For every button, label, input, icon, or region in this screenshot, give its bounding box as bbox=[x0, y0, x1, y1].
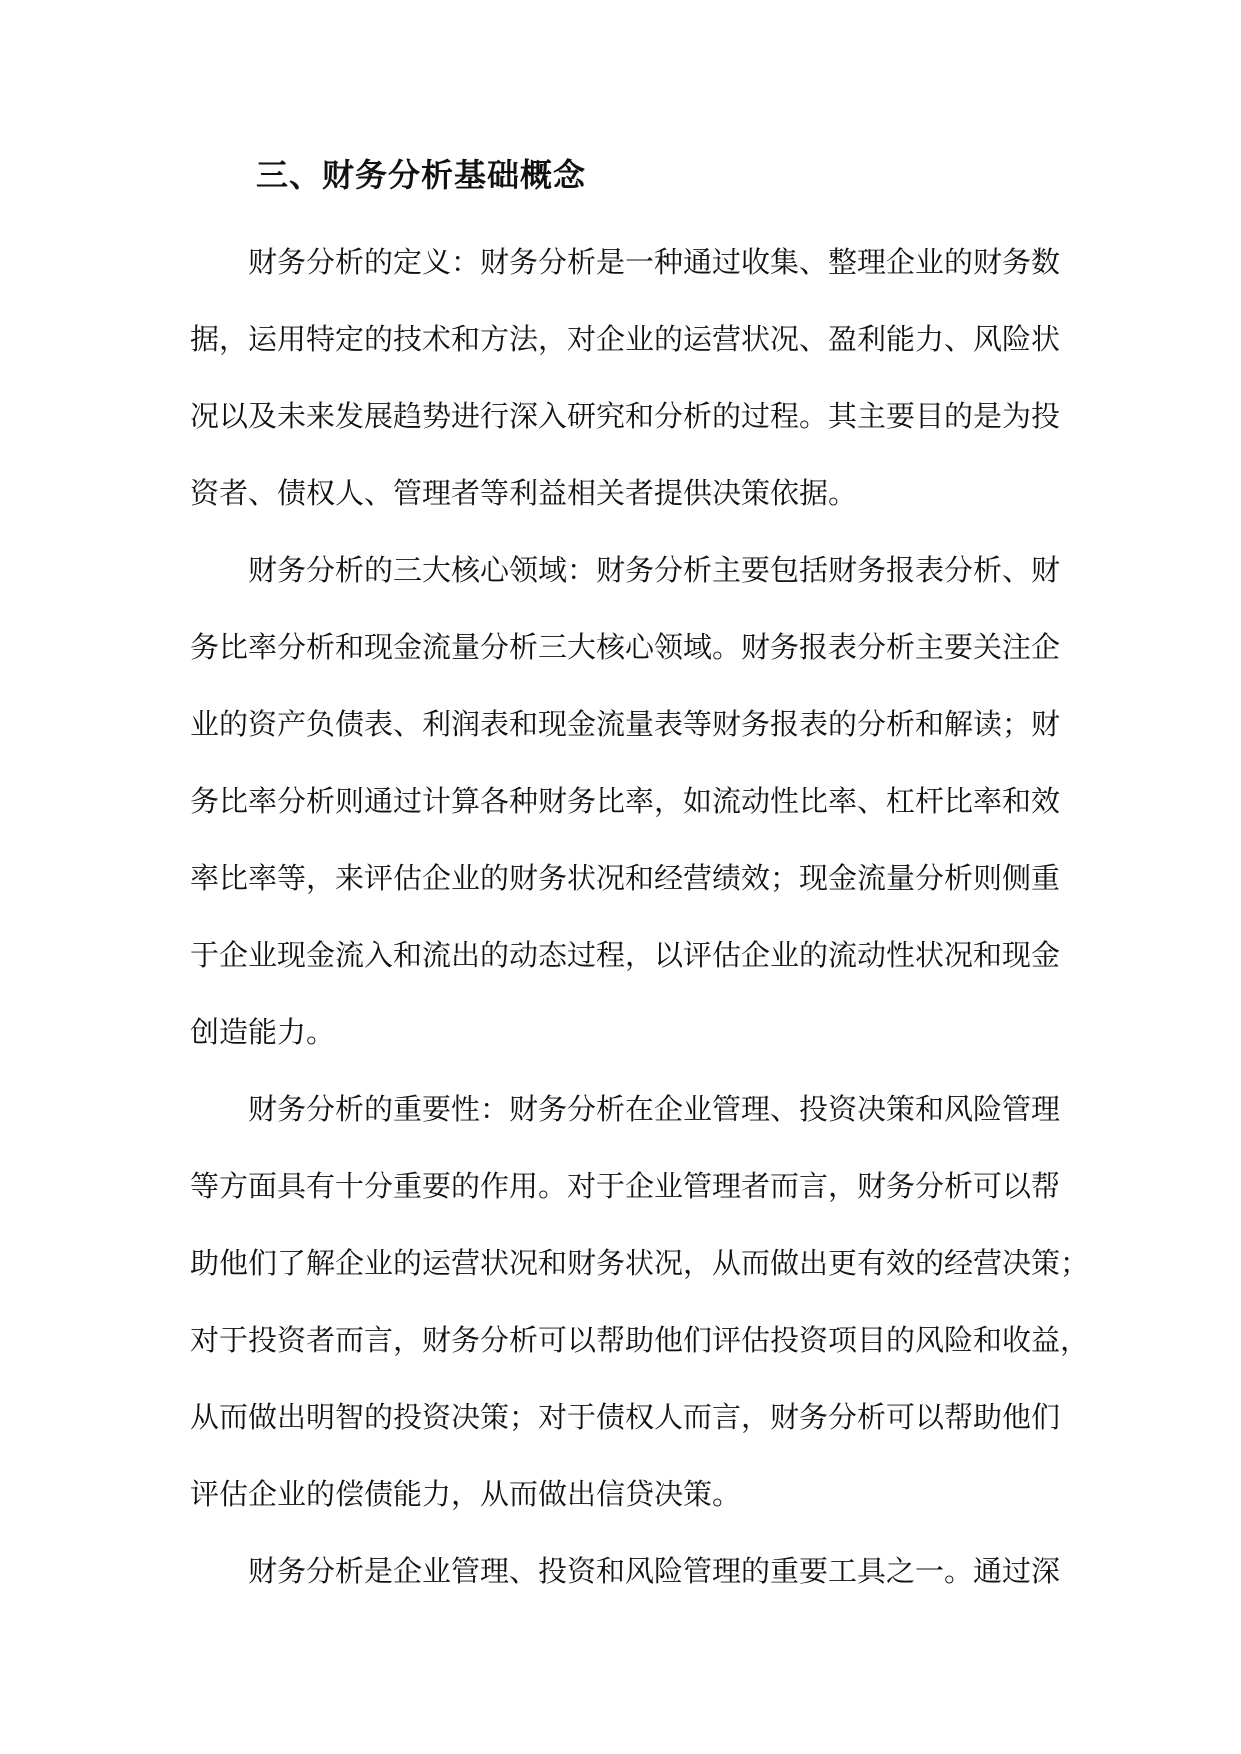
text-line: 业的资产负债表、利润表和现金流量表等财务报表的分析和解读；财 bbox=[190, 707, 1061, 741]
text-line: 率比率等，来评估企业的财务状况和经营绩效；现金流量分析则侧重 bbox=[190, 861, 1061, 895]
text-line: 况以及未来发展趋势进行深入研究和分析的过程。其主要目的是为投 bbox=[190, 399, 1061, 433]
text-line: 财务分析是企业管理、投资和风险管理的重要工具之一。通过深 bbox=[248, 1554, 1061, 1588]
text-line: 等方面具有十分重要的作用。对于企业管理者而言，财务分析可以帮 bbox=[190, 1169, 1061, 1203]
text-line: 务比率分析和现金流量分析三大核心领域。财务报表分析主要关注企 bbox=[190, 630, 1061, 664]
text-line: 财务分析的重要性：财务分析在企业管理、投资决策和风险管理 bbox=[248, 1092, 1061, 1126]
text-line: 资者、债权人、管理者等利益相关者提供决策依据。 bbox=[190, 476, 858, 510]
text-line: 财务分析的三大核心领域：财务分析主要包括财务报表分析、财 bbox=[248, 553, 1061, 587]
text-line: 于企业现金流入和流出的动态过程，以评估企业的流动性状况和现金 bbox=[190, 938, 1061, 972]
text-line: 从而做出明智的投资决策；对于债权人而言，财务分析可以帮助他们 bbox=[190, 1400, 1061, 1434]
text-line: 评估企业的偿债能力，从而做出信贷决策。 bbox=[190, 1477, 742, 1511]
text-line: 务比率分析则通过计算各种财务比率，如流动性比率、杠杆比率和效 bbox=[190, 784, 1061, 818]
text-line: 助他们了解企业的运营状况和财务状况，从而做出更有效的经营决策； bbox=[190, 1246, 1090, 1280]
text-line: 对于投资者而言，财务分析可以帮助他们评估投资项目的风险和收益， bbox=[190, 1323, 1090, 1357]
body-text bbox=[190, 224, 1090, 1610]
text-line: 财务分析的定义：财务分析是一种通过收集、整理企业的财务数 bbox=[248, 245, 1061, 279]
section-heading: 三、财务分析基础概念 bbox=[256, 156, 587, 194]
text-line: 据，运用特定的技术和方法，对企业的运营状况、盈利能力、风险状 bbox=[190, 322, 1061, 356]
text-line: 创造能力。 bbox=[190, 1015, 336, 1049]
